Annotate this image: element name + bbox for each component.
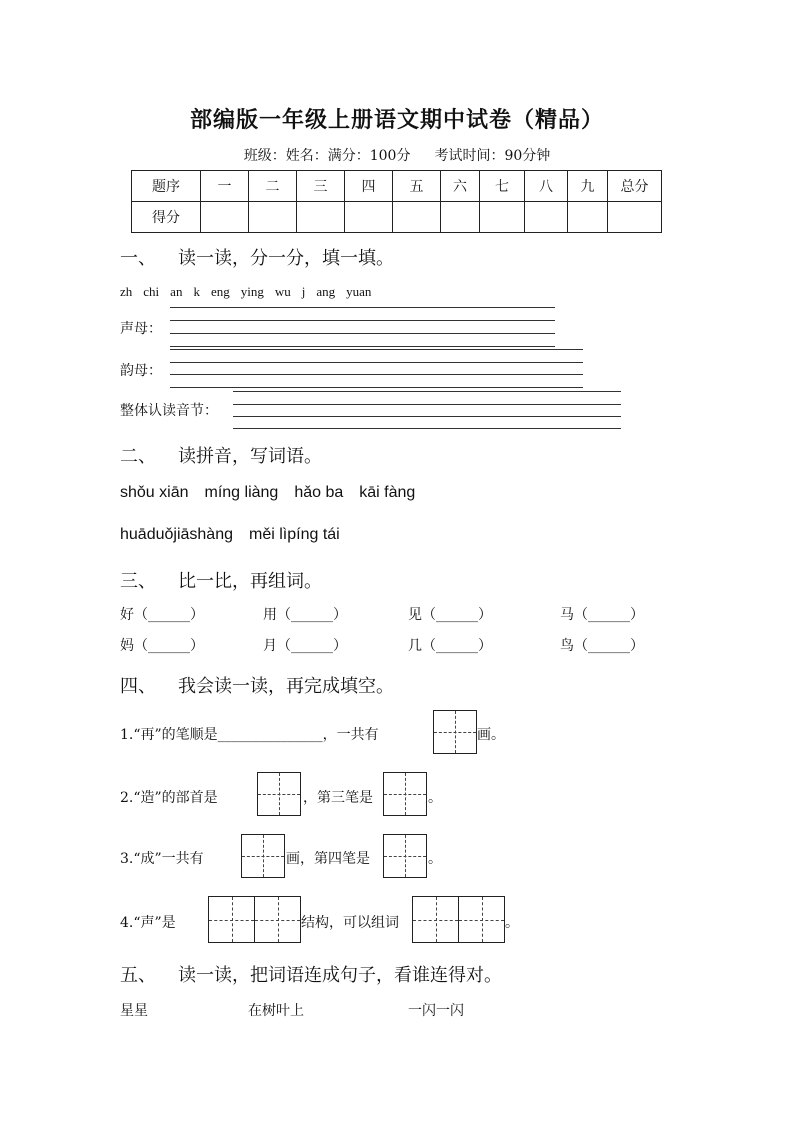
pinyin-line-2: [120, 526, 356, 544]
score-input[interactable]: [297, 202, 345, 233]
score-input[interactable]: [608, 202, 662, 233]
score-cell: 题序: [132, 171, 201, 202]
answer-line[interactable]: [170, 362, 583, 363]
pinyin-word: huāduǒjiāshàng: [120, 526, 233, 543]
compare-item[interactable]: 鸟（______）: [560, 638, 644, 654]
match-word[interactable]: 一闪一闪: [408, 1003, 464, 1019]
pinyin-word: měi lìpíng tái: [249, 526, 340, 543]
answer-line[interactable]: [233, 404, 621, 405]
syllable: ying: [240, 284, 264, 299]
exam-info: [0, 145, 794, 165]
answer-line[interactable]: [233, 428, 621, 429]
score-cell: 六: [441, 171, 480, 202]
answer-line[interactable]: [233, 416, 621, 417]
score-input[interactable]: [393, 202, 441, 233]
score-input[interactable]: [249, 202, 297, 233]
question-4-1-tail: 画。: [477, 727, 505, 743]
score-input[interactable]: [480, 202, 525, 233]
score-input[interactable]: [525, 202, 568, 233]
syllable: j: [301, 284, 306, 299]
class-label: 班级：: [243, 148, 286, 164]
tianzige-box[interactable]: [241, 834, 285, 878]
yunmu-label: 韵母：: [120, 363, 162, 379]
question-4-3-tail: 。: [428, 851, 442, 867]
pinyin-line-1: [120, 484, 431, 502]
syllable-list: [120, 284, 382, 300]
answer-line[interactable]: [170, 374, 583, 375]
syllable: an: [170, 284, 183, 299]
score-cell: 三: [297, 171, 345, 202]
syllable: k: [193, 284, 200, 299]
score-table: [131, 170, 662, 233]
score-input[interactable]: [568, 202, 608, 233]
answer-line[interactable]: [170, 349, 583, 350]
syllable: chi: [143, 284, 160, 299]
question-4-3-mid: 画，第四笔是: [286, 851, 370, 867]
compare-item[interactable]: 见（______）: [408, 607, 492, 623]
shengmu-label: 声母：: [120, 321, 162, 337]
syllable: ang: [316, 284, 336, 299]
section-number: 五、: [120, 965, 156, 986]
score-cell: 五: [393, 171, 441, 202]
section-number: 四、: [120, 676, 156, 697]
pinyin-word: hǎo ba: [294, 484, 344, 501]
page-title: 部编版一年级上册语文期中试卷（精品）: [189, 107, 604, 133]
score-cell: 七: [480, 171, 525, 202]
tianzige-box[interactable]: [208, 896, 255, 943]
tianzige-box[interactable]: [412, 896, 459, 943]
question-4-4-text: 4.“声”是: [120, 915, 176, 931]
full-score: 满分：100分: [327, 148, 411, 164]
answer-line[interactable]: [170, 387, 583, 388]
syllable: eng: [210, 284, 230, 299]
score-cell: 四: [345, 171, 393, 202]
score-cell: 二: [249, 171, 297, 202]
tianzige-box[interactable]: [383, 834, 427, 878]
score-input[interactable]: [201, 202, 249, 233]
pinyin-word: kāi fàng: [359, 484, 416, 501]
score-table-header-row: [132, 171, 662, 202]
syllable: yuan: [346, 284, 372, 299]
section-title: 读一读，把词语连成句子，看谁连得对。: [178, 965, 502, 986]
compare-item[interactable]: 用（______）: [263, 607, 347, 623]
answer-line[interactable]: [170, 320, 555, 321]
answer-line[interactable]: [233, 391, 621, 392]
question-4-4-mid: 结构，可以组词: [301, 915, 399, 931]
question-4-2-mid: ，第三笔是: [303, 790, 373, 806]
question-4-2-tail: 。: [428, 790, 442, 806]
pinyin-word: míng liàng: [204, 484, 279, 501]
section-2-heading: [120, 442, 322, 468]
score-input[interactable]: [441, 202, 480, 233]
section-3-heading: [120, 567, 322, 593]
exam-time: 考试时间：90分钟: [434, 148, 551, 164]
syllable: wu: [274, 284, 291, 299]
match-word[interactable]: 在树叶上: [248, 1003, 304, 1019]
tianzige-box[interactable]: [383, 772, 427, 816]
tianzige-box[interactable]: [433, 710, 477, 754]
compare-item[interactable]: 妈（______）: [120, 638, 204, 654]
score-cell: 九: [568, 171, 608, 202]
compare-item[interactable]: 马（______）: [560, 607, 644, 623]
score-row-label: 得分: [132, 202, 201, 233]
compare-item[interactable]: 好（______）: [120, 607, 204, 623]
compare-item[interactable]: 几（______）: [408, 638, 492, 654]
pinyin-word: shǒu xiān: [120, 484, 189, 501]
tianzige-box[interactable]: [257, 772, 301, 816]
question-4-1-text: 1.“再”的笔顺是_______________，一共有: [120, 727, 379, 743]
answer-line[interactable]: [170, 346, 555, 347]
section-title: 读拼音，写词语。: [178, 446, 322, 467]
question-4-3-text: 3.“成”一共有: [120, 851, 204, 867]
question-4-2-text: 2.“造”的部首是: [120, 790, 218, 806]
name-label: 姓名：: [285, 148, 328, 164]
tianzige-box[interactable]: [254, 896, 301, 943]
score-input[interactable]: [345, 202, 393, 233]
score-cell: 一: [201, 171, 249, 202]
match-word[interactable]: 星星: [120, 1003, 148, 1019]
compare-item[interactable]: 月（______）: [263, 638, 347, 654]
section-1-heading: [120, 244, 394, 270]
score-table-score-row: [132, 202, 662, 233]
section-number: 二、: [120, 446, 156, 467]
section-number: 三、: [120, 571, 156, 592]
tianzige-box[interactable]: [458, 896, 505, 943]
section-4-heading: [120, 672, 394, 698]
score-cell: 总分: [608, 171, 662, 202]
score-cell: 八: [525, 171, 568, 202]
section-title: 读一读，分一分，填一填。: [178, 248, 394, 269]
section-title: 我会读一读，再完成填空。: [178, 676, 394, 697]
answer-line[interactable]: [170, 333, 555, 334]
question-4-4-tail: 。: [505, 915, 519, 931]
syllable: zh: [120, 284, 133, 299]
section-number: 一、: [120, 248, 156, 269]
zhengti-label: 整体认读音节：: [120, 403, 218, 419]
section-5-heading: [120, 961, 502, 987]
section-title: 比一比，再组词。: [178, 571, 322, 592]
answer-line[interactable]: [170, 307, 555, 308]
